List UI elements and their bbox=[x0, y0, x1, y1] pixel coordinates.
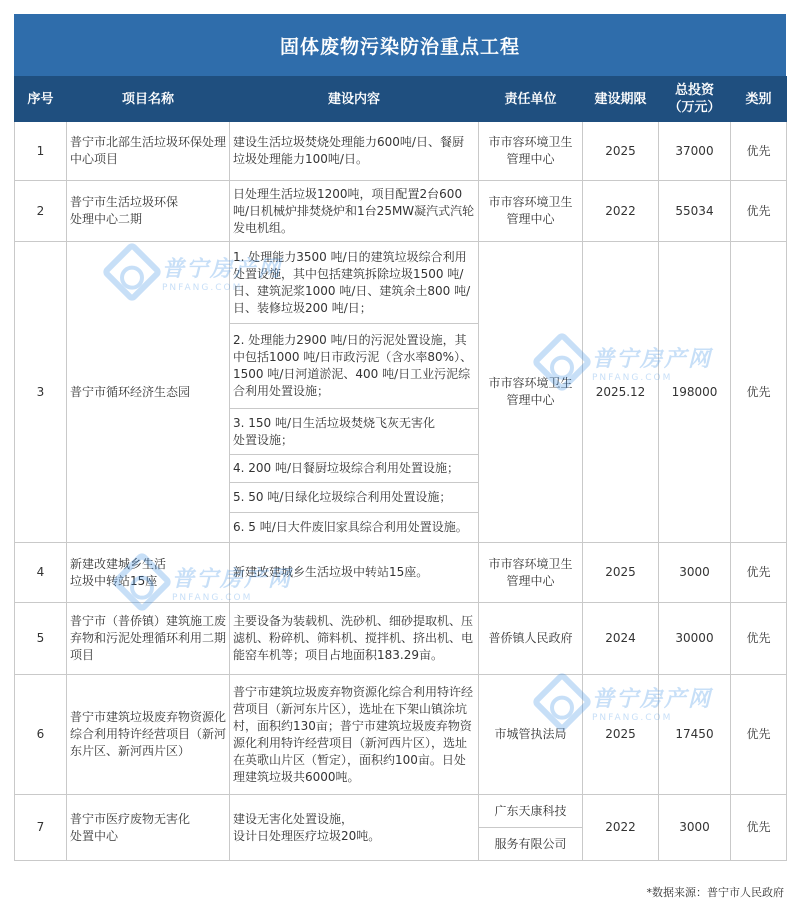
cell-unit-bottom: 服务有限公司 bbox=[479, 828, 583, 861]
cell-period: 2022 bbox=[583, 181, 659, 242]
cell-category: 优先 bbox=[731, 543, 787, 603]
cell-investment: 37000 bbox=[659, 122, 731, 181]
cell-content-part-6: 6. 5 吨/日大件废旧家具综合利用处置设施。 bbox=[230, 513, 479, 543]
cell-content: 新建改建城乡生活垃圾中转站15座。 bbox=[230, 543, 479, 603]
cell-content-part-1: 1. 处理能力3500 吨/日的建筑垃圾综合利用处置设施，其中包括建筑拆除垃圾1500 吨/日、建筑泥浆1000 吨/日、建筑余土800 吨/日、装修垃圾200 吨/日； bbox=[230, 242, 479, 324]
header-category: 类别 bbox=[731, 77, 787, 122]
cell-no: 1 bbox=[15, 122, 67, 181]
cell-content: 建设无害化处置设施， 设计日处理医疗垃圾20吨。 bbox=[230, 795, 479, 861]
header-no: 序号 bbox=[15, 77, 67, 122]
cell-category: 优先 bbox=[731, 122, 787, 181]
table-row bbox=[15, 242, 787, 324]
cell-investment: 3000 bbox=[659, 795, 731, 861]
projects-table bbox=[14, 76, 787, 861]
cell-period: 2024 bbox=[583, 603, 659, 675]
cell-category: 优先 bbox=[731, 181, 787, 242]
cell-name: 普宁市建筑垃圾废弃物资源化综合利用特许经营项目（新河东片区、新河西片区） bbox=[67, 675, 230, 795]
cell-no: 5 bbox=[15, 603, 67, 675]
cell-content-part-5: 5. 50 吨/日绿化垃圾综合利用处置设施； bbox=[230, 483, 479, 513]
cell-content-part-2: 2. 处理能力2900 吨/日的污泥处置设施，其中包括1000 吨/日市政污泥（含水率80%）、1500 吨/日河道淤泥、400 吨/日工业污泥综合利用处置设施； bbox=[230, 324, 479, 409]
cell-unit: 市市容环境卫生 管理中心 bbox=[479, 242, 583, 543]
cell-period: 2025.12 bbox=[583, 242, 659, 543]
cell-category: 优先 bbox=[731, 242, 787, 543]
cell-name: 新建改建城乡生活 垃圾中转站15座 bbox=[67, 543, 230, 603]
cell-content-part-4: 4. 200 吨/日餐厨垃圾综合利用处置设施； bbox=[230, 455, 479, 483]
cell-name: 普宁市（普侨镇）建筑施工废弃物和污泥处理循环利用二期项目 bbox=[67, 603, 230, 675]
header-period: 建设期限 bbox=[583, 77, 659, 122]
table-row bbox=[15, 603, 787, 675]
cell-unit-top: 广东天康科技 bbox=[479, 795, 583, 828]
watermark-subtext: PNFANG.COM bbox=[592, 712, 673, 723]
cell-period: 2025 bbox=[583, 675, 659, 795]
table-header-row bbox=[15, 77, 787, 122]
cell-content: 日处理生活垃圾1200吨，项目配置2台600吨/日机械炉排焚烧炉和1台25MW凝汽式汽轮发电机组。 bbox=[230, 181, 479, 242]
cell-content-part-3: 3. 150 吨/日生活垃圾焚烧飞灰无害化 处置设施； bbox=[230, 409, 479, 455]
table-row bbox=[15, 675, 787, 795]
table-row bbox=[15, 181, 787, 242]
cell-investment: 30000 bbox=[659, 603, 731, 675]
cell-name: 普宁市生活垃圾环保 处理中心二期 bbox=[67, 181, 230, 242]
cell-content: 建设生活垃圾焚烧处理能力600吨/日、餐厨垃圾处理能力100吨/日。 bbox=[230, 122, 479, 181]
page-title: 固体废物污染防治重点工程 bbox=[14, 14, 786, 76]
cell-investment: 3000 bbox=[659, 543, 731, 603]
cell-unit: 普侨镇人民政府 bbox=[479, 603, 583, 675]
cell-name: 普宁市医疗废物无害化 处置中心 bbox=[67, 795, 230, 861]
watermark-text: 普宁房产网 bbox=[172, 566, 293, 592]
watermark-subtext: PNFANG.COM bbox=[162, 282, 243, 293]
cell-name: 普宁市北部生活垃圾环保处理中心项目 bbox=[67, 122, 230, 181]
cell-no: 2 bbox=[15, 181, 67, 242]
watermark-text: 普宁房产网 bbox=[592, 686, 713, 712]
header-content: 建设内容 bbox=[230, 77, 479, 122]
cell-category: 优先 bbox=[731, 795, 787, 861]
cell-no: 6 bbox=[15, 675, 67, 795]
data-source-note: *数据来源：普宁市人民政府 bbox=[646, 886, 784, 899]
cell-no: 7 bbox=[15, 795, 67, 861]
table-row bbox=[15, 543, 787, 603]
table-row bbox=[15, 122, 787, 181]
cell-content: 普宁市建筑垃圾废弃物资源化综合利用特许经营项目（新河东片区），选址在下架山镇涂坑村，面积约130亩；普宁市建筑垃圾废弃物资源化利用特许经营项目（新河西片区），选址在英歌山片区（暂定），面积约100亩。日处理建筑垃圾共6000吨。 bbox=[230, 675, 479, 795]
cell-category: 优先 bbox=[731, 675, 787, 795]
watermark-subtext: PNFANG.COM bbox=[592, 372, 673, 383]
cell-no: 4 bbox=[15, 543, 67, 603]
watermark-text: 普宁房产网 bbox=[592, 346, 713, 372]
cell-period: 2025 bbox=[583, 122, 659, 181]
header-name: 项目名称 bbox=[67, 77, 230, 122]
cell-period: 2025 bbox=[583, 543, 659, 603]
cell-investment: 198000 bbox=[659, 242, 731, 543]
cell-unit: 市市容环境卫生 管理中心 bbox=[479, 543, 583, 603]
cell-investment: 55034 bbox=[659, 181, 731, 242]
cell-unit: 市城管执法局 bbox=[479, 675, 583, 795]
watermark-subtext: PNFANG.COM bbox=[172, 592, 253, 603]
cell-content: 主要设备为装载机、洗砂机、细砂提取机、压滤机、粉碎机、筛料机、搅拌机、挤出机、电能窑车机等；项目占地面积183.29亩。 bbox=[230, 603, 479, 675]
table-row bbox=[15, 795, 787, 828]
cell-no: 3 bbox=[15, 242, 67, 543]
cell-name: 普宁市循环经济生态园 bbox=[67, 242, 230, 543]
cell-period: 2022 bbox=[583, 795, 659, 861]
watermark-text: 普宁房产网 bbox=[162, 256, 283, 282]
header-unit: 责任单位 bbox=[479, 77, 583, 122]
header-investment: 总投资 （万元） bbox=[659, 77, 731, 122]
cell-category: 优先 bbox=[731, 603, 787, 675]
cell-investment: 17450 bbox=[659, 675, 731, 795]
cell-unit: 市市容环境卫生 管理中心 bbox=[479, 122, 583, 181]
cell-unit: 市市容环境卫生 管理中心 bbox=[479, 181, 583, 242]
